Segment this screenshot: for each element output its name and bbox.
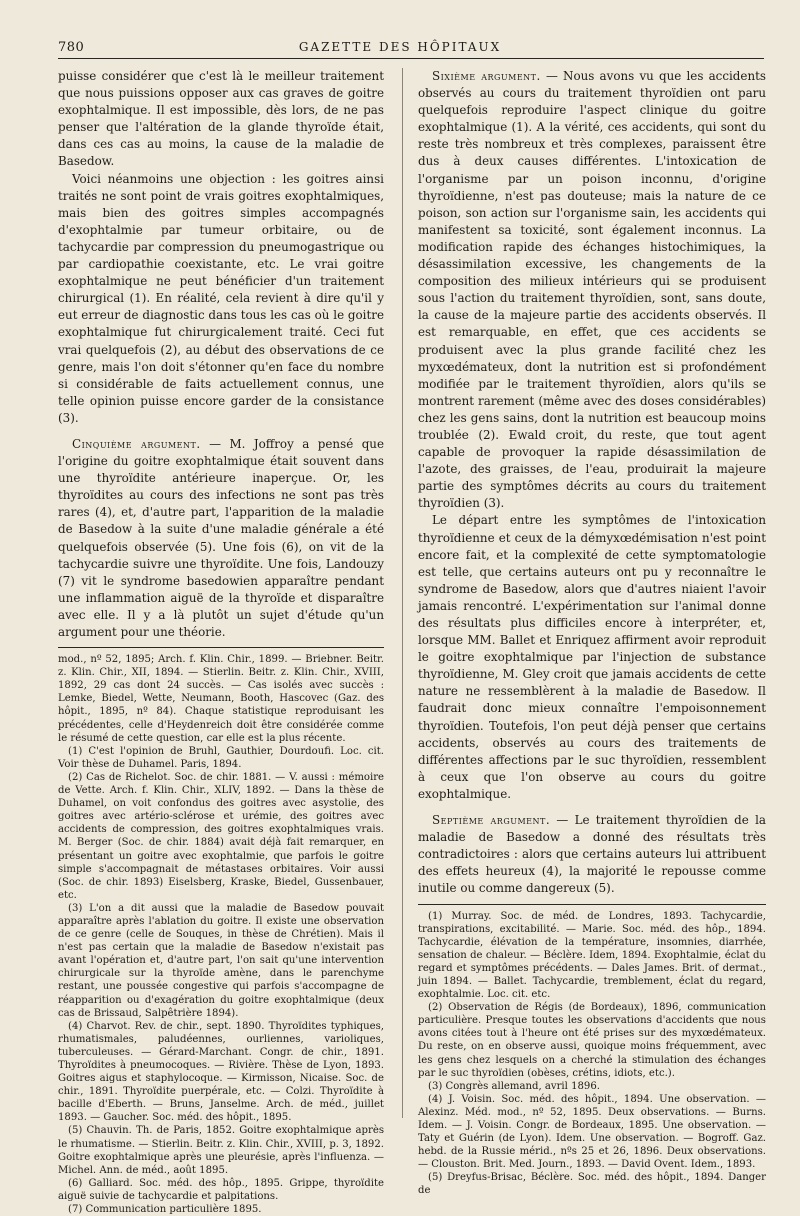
body-paragraph: Le départ entre les symptômes de l'intoxication thyroïdienne et ceux de la démyxœdémisation n'est point encore fait, et la complexité de cette symptomatologie est telle, que certains auteurs ont pu y reconnaître le syndrome de Basedow, alors que d'autres niaient l'avoir jamais rencontré. L'expérimentation sur l'animal donne des résultats plus difficiles encore à interpréter, et, lorsque MM. Ballet et Enriquez affirment avoir reproduit le goitre exophtalmique par l'injection de substance thyroïdienne, M. Gley croit que jamais accidents de cette nature ne ressemblèrent à la maladie de Basedow. Il faudrait donc mieux connaître l'empoisonnement thyroïdien. Toutefois, l'on peut déjà penser que certains accidents, observés au cours des traitements de différentes affections par le suc thyroïdien, ressemblent à ceux que l'on observe au cours du goitre exophtalmique. bbox=[418, 513, 766, 801]
footnote: (6) Galliard. Soc. méd. des hôp., 1895. Grippe, thyroïdite aiguë suivie de tachycardie et palpitations. bbox=[58, 1177, 384, 1202]
footnote: (1) Murray. Soc. de méd. de Londres, 1893. Tachycardie, transpirations, excitabilité. — Marie. Soc. méd. des hôp., 1894. Tachycardie, élévation de la température, insomnies, diarrhée, sensation de chaleur. — Béclère. Idem, 1894. Exophtalmie, éclat du regard et symptômes précédents. — Dales James. Brit. of dermat., juin 1894. — Ballet. Tachycardie, tremblement, éclat du regard, exophtalmie. Loc. cit. etc. bbox=[418, 910, 766, 1001]
footnote: (5) Dreyfus-Brisac, Béclère. Soc. méd. des hôpit., 1894. Danger de bbox=[418, 1172, 766, 1197]
argument-label: Sixième argument. bbox=[432, 69, 541, 83]
footnote: (7) Communication particulière 1895. bbox=[68, 1204, 262, 1216]
footnote: mod., nº 52, 1895; Arch. f. Klin. Chir., 1899. — Briebner. Beitr. z. Klin. Chir., XII, 1894. — Stierlin. Beitr. z. Klin. Chir., XVIII, 1892, 29 cas dont 24 succès. — Cas isolés avec succès : Lemke, Biedel, Wette, Neumann, Booth, Hascovec (Gaz. des hôpit., 1895, nº 84). Chaque statistique reproduisant les précédentes, celle d'Heydenreich doit être considérée comme le résumé de cette question, car elle est la plus récente. bbox=[58, 654, 384, 744]
footnote: (3) L'on a dit aussi que la maladie de Basedow pouvait apparaître après l'ablation du goitre. Il existe une observation de ce genre (celle de Souques, in thèse de Chrétien). Mais il n'est pas certain que la maladie de Basedow n'existait pas avant l'opération et, d'autre part, l'on sait qu'une intervention chirurgicale sur la thyroïde amène, dans le parenchyme restant, une poussée congestive qui parfois s'accompagne de réapparition ou d'exagération du goitre exophtalmique (deux cas de Brissaud, Salpêtrière 1894). bbox=[58, 902, 384, 1019]
argument-text: — Nous avons vu que les accidents observés au cours du traitement thyroïdien ont paru quelquefois reproduire l'aspect clinique du goitre exophtalmique (1). A la vérité, ces accidents, qui sont du reste très nombreux et très complexes, paraissent être dus à deux causes différentes. L'intoxication de l'organisme par un poison inconnu, d'origine thyroïdienne, n'est pas douteuse; mais la nature de ce poison, son action sur l'organisme sain, les accidents qui manifestent sa toxicité, sont également inconnus. La modification rapide des échanges histochimiques, la désassimilation excessive, les changements de la composition des milieux intérieurs qui se produisent sous l'action du traitement thyroïdien, sont, sans doute, la cause de la majeure partie des accidents observés. Il est remarquable, en effet, que ces accidents se produisent avec la plus grande facilité chez les myxœdémateux, dont la nutrition est si profondément modifiée par le traitement thyroïdien, alors qu'ils se montrent rarement (même avec des doses considérables) chez les gens sains, dont la nutrition est beaucoup moins troublée (2). Ewald croit, du reste, que tout agent capable de provoquer la rapide désassimilation de l'azote, des graisses, de l'eau, produirait la majeure partie des symptômes décrits au cours du traitement thyroïdien (3). bbox=[418, 69, 766, 511]
left-column bbox=[58, 68, 384, 1216]
body-paragraph: Voici néanmoins une objection : les goitres ainsi traités ne sont point de vrais goitres exophtalmiques, mais bien des goitres simples accompagnés d'exophtalmie par tumeur orbitaire, ou de tachycardie par compression du pneumogastrique ou par cardiopathie coexistante, etc. Le vrai goitre exophtalmique ne peut bénéficier d'un traitement chirurgical (1). En réalité, cela revient à dire qu'il y eut erreur de diagnostic dans tous les cas où le goitre exophtalmique fut chirurgicalement traité. Ceci fut vrai quelquefois (2), au début des observations de ce genre, mais l'on doit s'étonner qu'en face du nombre si considérable de faits actuellement connus, une telle opinion puisse encore garder de la consistance (3). bbox=[58, 171, 384, 425]
footnote: (1) C'est l'opinion de Bruhl, Gauthier, Dourdoufi. Loc. cit. Voir thèse de Duhamel. Paris, 1894. bbox=[58, 745, 384, 770]
argument-text: — M. Joffroy a pensé que l'origine du goitre exophtalmique était souvent dans une thyroïdite antérieure inaperçue. Or, les thyroïdites au cours des infections ne sont pas très rares (4), et, d'autre part, l'apparition de la maladie de Basedow à la suite d'une maladie générale a été quelquefois observée (5). Une fois (6), on vit de la tachycardie suivre une thyroïdite. Une fois, Landouzy (7) vit le syndrome basedowien apparaître pendant une inflammation aiguë de la thyroïde et disparaître avec elle. Il y a là plutôt un sujet d'étude qu'un argument pour une théorie. bbox=[58, 436, 384, 639]
page-header bbox=[0, 36, 800, 60]
footnote: (4) J. Voisin. Soc. méd. des hôpit., 1894. Une observation. — Alexinz. Méd. mod., nº 52, 1895. Deux observations. — Burns. Idem. — J. Voisin. Congr. de Bordeaux, 1895. Une observation. — Taty et Guérin (de Lyon). Idem. Une observation. — Bogroff. Gaz. hebd. de la Russie mérid., nºs 25 et 26, 1896. Deux observations. — Clouston. Brit. Med. Journ., 1893. — David Ovent. Idem., 1893. bbox=[418, 1093, 766, 1171]
footnotes-right bbox=[418, 910, 766, 1198]
argument-paragraph-cinquieme bbox=[58, 436, 384, 641]
argument-label: Septième argument. bbox=[432, 813, 551, 828]
footnote-rule bbox=[58, 647, 384, 648]
page-number: 780 bbox=[58, 40, 85, 55]
footnotes-left bbox=[58, 653, 384, 1216]
running-title: GAZETTE DES HÔPITAUX bbox=[298, 40, 502, 54]
right-column bbox=[418, 68, 766, 1198]
argument-paragraph-sixieme bbox=[418, 68, 766, 512]
argument-text: — Le traitement thyroïdien de la maladie de Basedow a donné des résultats très contradictoires : alors que certains auteurs lui attribuent des effets heureux (4), la majorité le repousse comme inutile ou comme dangereux (5). bbox=[418, 813, 766, 896]
argument-label: Cinquième argument. bbox=[72, 436, 201, 451]
footnote: (4) Charvot. Rev. de chir., sept. 1890. Thyroïdites typhiques, rhumatismales, paludéennes, ourliennes, varioliques, tuberculeuses. — Gérard-Marchant. Congr. de chir., 1891. Thyroïdites à pneumocoques. — Rivière. Thèse de Lyon, 1893. Goitres aigus et staphylocoque. — Kirmisson, Nicaise. Soc. de chir., 1891. Thyroïdite puerpérale, etc. — Colzi. Thyroïdite à bacille d'Eberth. — Bruns, Janselme. Arch. de méd., juillet 1893. — Gaucher. Soc. méd. des hôpit., 1895. bbox=[58, 1020, 384, 1124]
column-divider bbox=[402, 68, 403, 1118]
argument-paragraph-septieme bbox=[418, 812, 766, 897]
header-rule bbox=[58, 58, 764, 59]
footnote-rule bbox=[418, 904, 766, 905]
body-paragraph: puisse considérer que c'est là le meilleur traitement que nous puissions opposer aux cas graves de goitre exophtalmique. Il est impossible, dès lors, de ne pas penser que l'altération de la glande thyroïde était, dans ces cas au moins, la cause de la maladie de Basedow. bbox=[58, 69, 384, 169]
footnote: (3) Congrès allemand, avril 1896. bbox=[428, 1080, 600, 1092]
footnote: (2) Observation de Régis (de Bordeaux), 1896, communication particulière. Presque toutes les observations d'accidents que nous avons citées tout à l'heure ont été prises sur des myxœdémateux. Du reste, on en observe aussi, quoique moins fréquemment, avec les gens chez lesquels on a cherché la stimulation des échanges par le suc thyroïdien (obèses, crétins, idiots, etc.). bbox=[418, 1002, 766, 1079]
footnote: (2) Cas de Richelot. Soc. de chir. 1881. — V. aussi : mémoire de Vette. Arch. f. Klin. Chir., XLIV, 1892. — Dans la thèse de Duhamel, on voit confondus des goitres avec asystolie, des goitres avec artério-sclérose et urémie, des goitres avec accidents de compression, des goitres exophtalmiques vrais. M. Berger (Soc. de chir. 1884) avait déjà fait remarquer, en présentant un goitre avec exophtalmie, que parfois le goitre simple s'accompagnait de métastases orbitaires. Voir aussi (Soc. de chir. 1893) Eiselsberg, Kraske, Biedel, Gussenbauer, etc. bbox=[58, 771, 384, 901]
footnote: (5) Chauvin. Th. de Paris, 1852. Goitre exophtalmique après le rhumatisme. — Stierlin. Beitr. z. Klin. Chir., XVIII, p. 3, 1892. Goitre exophtalmique après une pleurésie, après l'influenza. — Michel. Ann. de méd., août 1895. bbox=[58, 1125, 384, 1176]
